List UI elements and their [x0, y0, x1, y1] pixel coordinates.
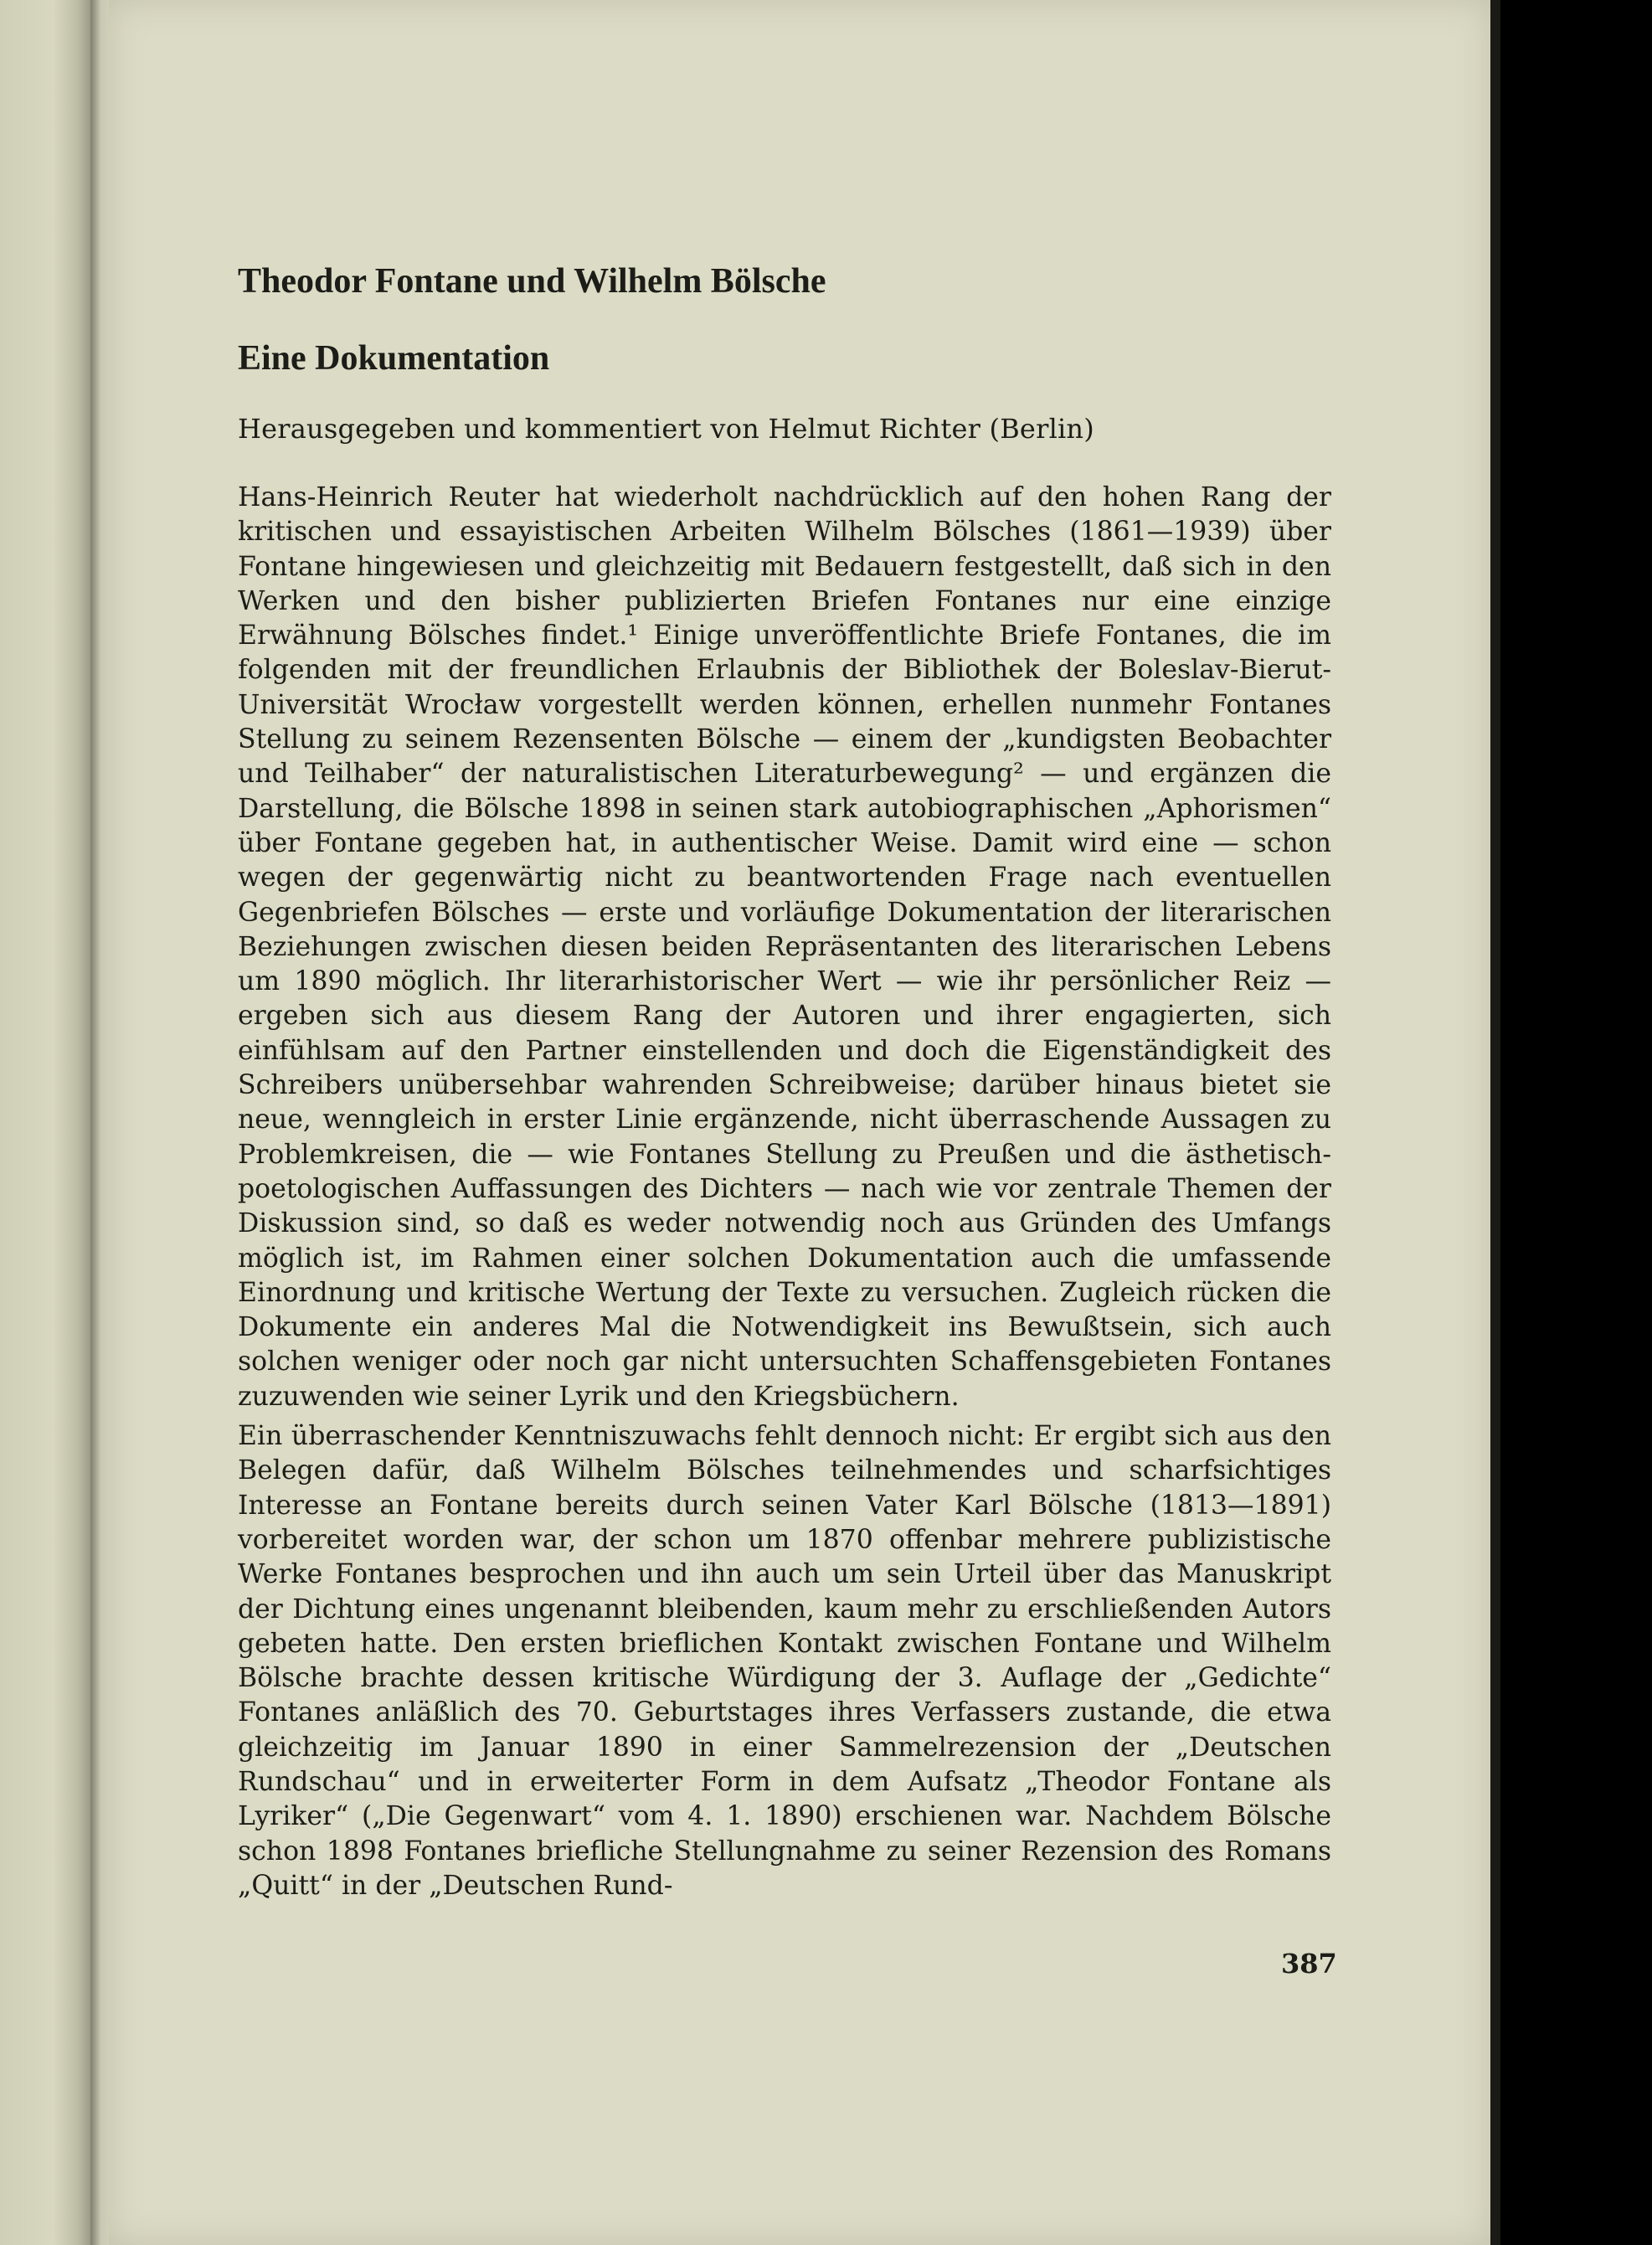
paragraph-2: Ein überraschender Kenntniszuwachs fehlt dennoch nicht: Er ergibt sich aus den Belegen dafür, daß Wilhelm Bölsches teilnehmendes und scharfsichtiges Interesse an Fontane bereits durch seinen Vater Karl Bölsche (1813—1891) vorbereitet worden war, der schon um 1870 offenbar mehrere publizistische Werke Fontanes besprochen und ihn auch um sein Urteil über das Manuskript der Dichtung eines ungenannt bleibenden, kaum mehr zu erschließenden Autors gebeten hatte. Den ersten brieflichen Kontakt zwischen Fontane und Wilhelm Bölsche brachte dessen kritische Würdigung der 3. Auflage der „Gedichte“ Fontanes anläßlich des 70. Geburtstages ihres Verfassers zustande, die etwa gleichzeitig im Januar 1890 in einer Sammelrezension der „Deutschen Rundschau“ und in erweiterter Form in dem Aufsatz „Theodor Fontane als Lyriker“ („Die Gegenwart“ vom 4. 1. 1890) erschienen war. Nachdem Bölsche schon 1898 Fontanes briefliche Stellungnahme zu seiner Rezension des Romans „Quitt“ in der „Deutschen Rund- — [238, 1421, 1331, 1901]
left-page-edge — [0, 0, 97, 2245]
paragraph-1: Hans-Heinrich Reuter hat wiederholt nachdrücklich auf den hohen Rang der kritischen und essayistischen Arbeiten Wilhelm Bölsches (1861—1939) über Fontane hingewiesen und gleichzeitig mit Bedauern festgestellt, daß sich in den Werken und den bisher publizierten Briefen Fontanes nur eine einzige Erwähnung Bölsches findet.¹ Einige unveröffentlichte Briefe Fontanes, die im folgenden mit der freundlichen Erlaubnis der Bibliothek der Boleslav-Bierut-Universität Wrocław vorgestellt werden können, erhellen nunmehr Fontanes Stellung zu seinem Rezensenten Bölsche — einem der „kundigsten Beobachter und Teilhaber“ der naturalistischen Literaturbewegung² — und ergänzen die Darstellung, die Bölsche 1898 in seinen stark autobiographischen „Aphorismen“ über Fontane gegeben hat, in authentischer Weise. Damit wird eine — schon wegen der gegenwärtig nicht zu beantwortenden Frage nach eventuellen Gegenbriefen Bölsches — erste und vorläufige Dokumentation der literarischen Beziehungen zwischen diesen beiden Repräsentanten des literarischen Lebens um 1890 möglich. Ihr literarhistorischer Wert — wie ihr persönlicher Reiz — ergeben sich aus diesem Rang der Autoren und ihrer engagierten, sich einfühlsam auf den Partner einstellenden und doch die Eigenständigkeit des Schreibers unübersehbar wahrenden Schreibweise; darüber hinaus bietet sie neue, wenngleich in erster Linie ergänzende, nicht überraschende Aussagen zu Problemkreisen, die — wie Fontanes Stellung zu Preußen und die ästhetisch-poetologischen Auffassungen des Dichters — nach wie vor zentrale Themen der Diskussion sind, so daß es weder notwendig noch aus Gründen des Umfangs möglich ist, im Rahmen einer solchen Dokumentation auch die umfassende Einordnung und kritische Wertung der Texte zu versuchen. Zugleich rücken die Dokumente ein anderes Mal die Notwendigkeit ins Bewußtsein, sich auch solchen weniger oder noch gar nicht untersuchten Schaffensgebieten Fontanes zuzuwenden wie seiner Lyrik und den Kriegsbüchern. — [238, 482, 1331, 1412]
article-body — [238, 260, 1331, 1903]
page-number: 387 — [1281, 1948, 1337, 1980]
article-byline: Herausgegeben und kommentiert von Helmut Richter (Berlin) — [238, 413, 1094, 445]
article-title: Theodor Fontane und Wilhelm Bölsche — [238, 262, 826, 301]
article-subtitle: Eine Dokumentation — [238, 339, 550, 378]
page-right-edge — [1490, 0, 1500, 2245]
